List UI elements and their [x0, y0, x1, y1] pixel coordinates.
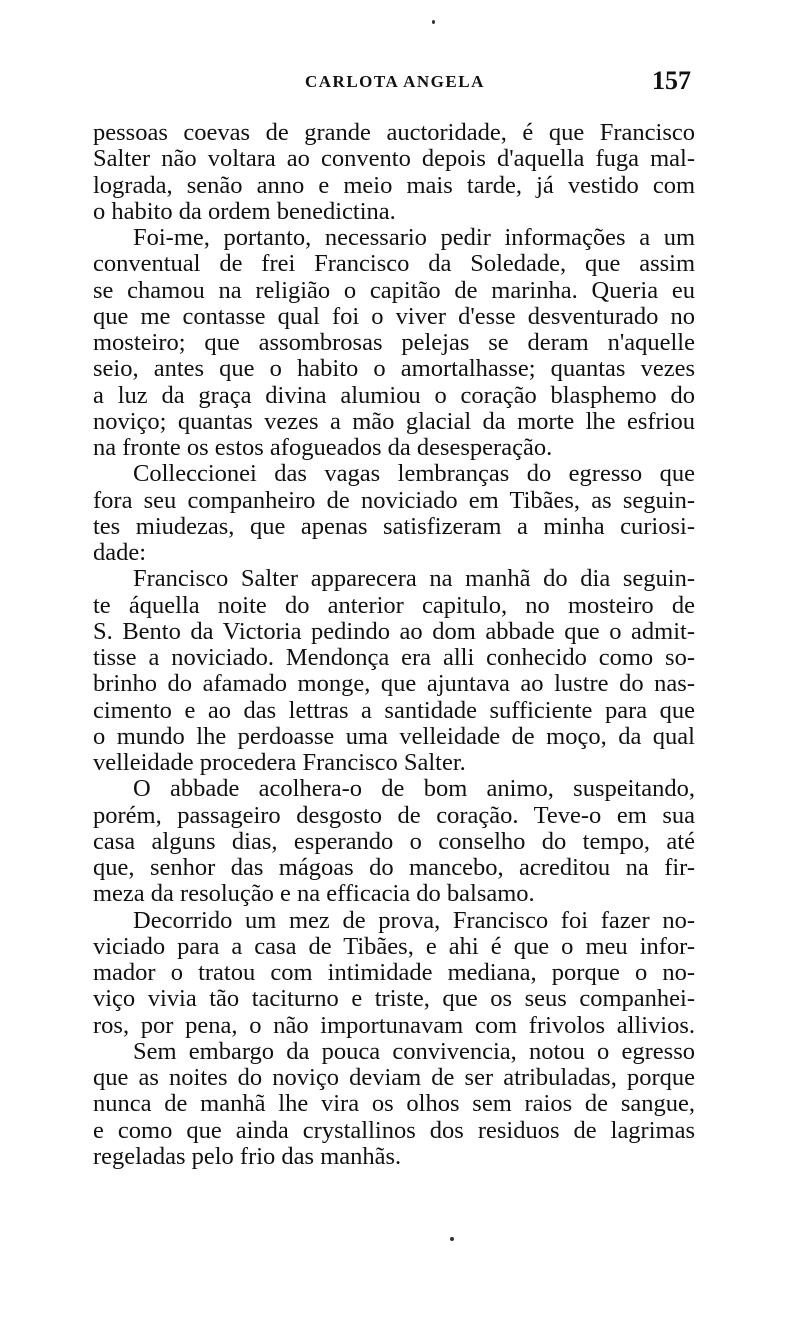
ink-speck: [450, 1237, 454, 1241]
running-title: CARLOTA ANGELA: [305, 72, 485, 91]
text-line: o habito da ordem benedictina.: [93, 197, 396, 225]
text-line: brinho do afamado monge, que ajuntava ao lustre do nas-: [93, 670, 695, 698]
text-line: dade:: [93, 539, 147, 566]
text-line: na fronte os estos afogueados da desesperação.: [93, 434, 553, 461]
text-line: mosteiro; que assombrosas pelejas se deram n'aquelle: [93, 329, 695, 356]
body-text: [93, 120, 695, 1170]
text-line: fora seu companheiro de noviciado em Tibães, as seguin-: [93, 486, 695, 514]
page-number: 157: [652, 66, 691, 95]
text-line: Decorrido um mez de prova, Francisco foi fazer no-: [133, 906, 695, 934]
text-line: seio, antes que o habito o amortalhasse; quantas vezes: [93, 355, 695, 383]
running-head: [0, 68, 800, 100]
text-line: que, senhor das mágoas do mancebo, acreditou na fir-: [93, 854, 695, 881]
text-line: Sem embargo da pouca convivencia, notou o egresso: [133, 1037, 695, 1065]
text-line: casa alguns dias, esperando o conselho do tempo, até: [93, 827, 695, 855]
text-line: mador o tratou com intimidade mediana, porque o no-: [93, 959, 695, 986]
text-line: Colleccionei das vagas lembranças do egresso que: [133, 460, 695, 488]
text-line: Foi-me, portanto, necessario pedir informações a um: [133, 224, 695, 251]
text-line: pessoas coevas de grande auctoridade, é que Francisco: [93, 119, 695, 146]
text-line: viciado para a casa de Tibães, e ahi é que o meu infor-: [93, 932, 695, 960]
text-line: regeladas pelo frio das manhãs.: [93, 1142, 402, 1170]
text-line: viço vivia tão taciturno e triste, que os seus companhei-: [93, 985, 695, 1013]
text-line: porém, passageiro desgosto de coração. Teve-o em sua: [93, 801, 695, 829]
text-line: te áquella noite do anterior capitulo, no mosteiro de: [93, 591, 695, 619]
text-line: tisse a noviciado. Mendonça era alli conhecido como so-: [93, 644, 695, 671]
text-line: a luz da graça divina alumiou o coração blasphemo do: [93, 381, 695, 409]
text-line: meza da resolução e na efficacia do balsamo.: [93, 880, 535, 908]
text-line: nunca de manhã lhe vira os olhos sem raios de sangue,: [93, 1090, 695, 1118]
text-line: S. Bento da Victoria pedindo ao dom abbade que o admit-: [93, 617, 695, 645]
text-line: Salter não voltara ao convento depois d'aquella fuga mal-: [93, 145, 695, 173]
text-line: Francisco Salter apparecera na manhã do dia seguin-: [133, 565, 695, 593]
text-line: ros, por pena, o não importunavam com frivolos allivios.: [93, 1011, 695, 1039]
text-line: conventual de frei Francisco da Soledade, que assim: [93, 250, 695, 278]
text-line: cimento e ao das lettras a santidade sufficiente para que: [93, 696, 695, 724]
text-line: velleidade procedera Francisco Salter.: [93, 749, 466, 776]
text-line: que as noites do noviço deviam de ser atribuladas, porque: [93, 1064, 695, 1091]
text-line: o mundo lhe perdoasse uma velleidade de moço, da qual: [93, 722, 695, 750]
text-line: se chamou na religião o capitão de marinha. Queria eu: [93, 276, 695, 304]
text-line: O abbade acolhera-o de bom animo, suspeitando,: [133, 775, 695, 803]
text-line: noviço; quantas vezes a mão glacial da morte lhe esfriou: [93, 407, 695, 435]
text-line: e como que ainda crystallinos dos residuos de lagrimas: [93, 1116, 695, 1144]
text-line: que me contasse qual foi o viver d'esse desventurado no: [93, 302, 695, 330]
text-line: lograda, senão anno e meio mais tarde, já vestido com: [93, 171, 695, 199]
ink-speck: [432, 20, 435, 24]
text-line: tes miudezas, que apenas satisfizeram a minha curiosi-: [93, 512, 695, 540]
